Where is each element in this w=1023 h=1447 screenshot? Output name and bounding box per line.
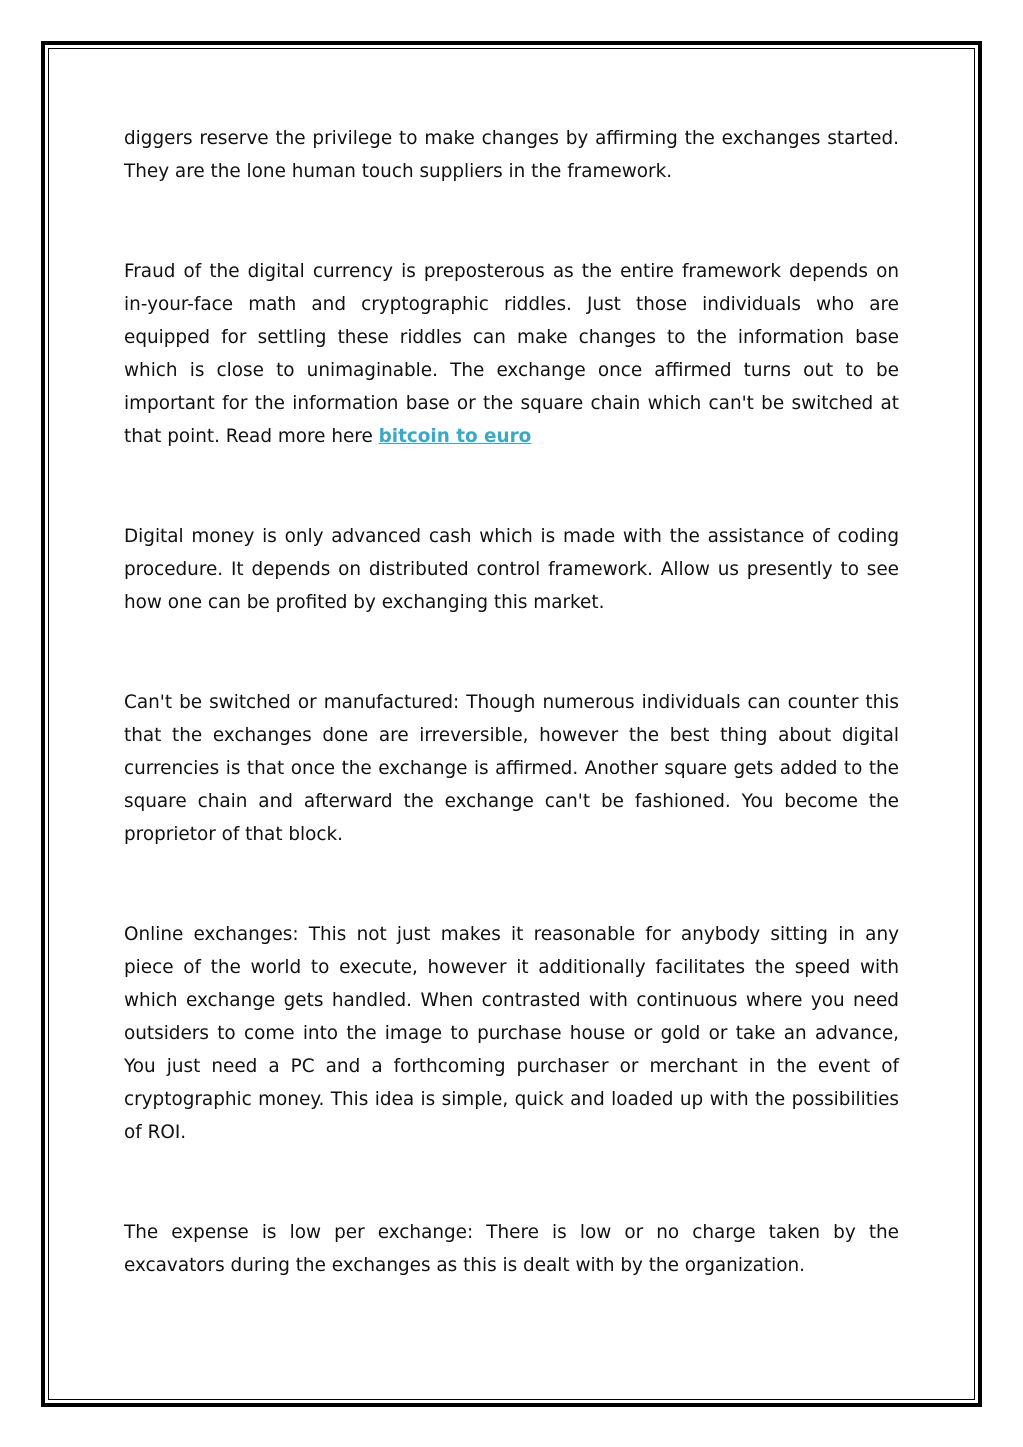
paragraph-2-text: Fraud of the digital currency is preposterous as the entire framework depends on in-your-face math and cryptographic riddles. Just those individuals who are equipped for settling these riddles can make changes to the information base which is close to unimaginable. The exchange once affirmed turns out to be important for the information base or the square chain which can't be switched at that point. Read more here bbox=[124, 261, 899, 447]
paragraph-3: Digital money is only advanced cash which is made with the assistance of coding procedure. It depends on distributed control framework. Allow us presently to see how one can be profited by exchanging this market. bbox=[124, 526, 899, 613]
paragraph-4: Can't be switched or manufactured: Though numerous individuals can counter this that the exchanges done are irreversible, however the best thing about digital currencies is that once the exchange is affirmed. Another square gets added to the square chain and afterward the exchange can't be fashioned. You become the proprietor of that block. bbox=[124, 692, 899, 845]
bitcoin-to-euro-link[interactable]: bitcoin to euro bbox=[378, 426, 532, 447]
paragraph-1: diggers reserve the privilege to make changes by affirming the exchanges started. They are the lone human touch suppliers in the framework. bbox=[124, 128, 899, 182]
document-body bbox=[124, 122, 899, 1282]
paragraph-2 bbox=[124, 255, 899, 453]
paragraph-5: Online exchanges: This not just makes it reasonable for anybody sitting in any piece of the world to execute, however it additionally facilitates the speed with which exchange gets handled. When contrasted with continuous where you need outsiders to come into the image to purchase house or gold or take an advance, You just need a PC and a forthcoming purchaser or merchant in the event of cryptographic money. This idea is simple, quick and loaded up with the possibilities of ROI. bbox=[124, 924, 899, 1143]
paragraph-6: The expense is low per exchange: There is low or no charge taken by the excavators during the exchanges as this is dealt with by the organization. bbox=[124, 1222, 899, 1276]
